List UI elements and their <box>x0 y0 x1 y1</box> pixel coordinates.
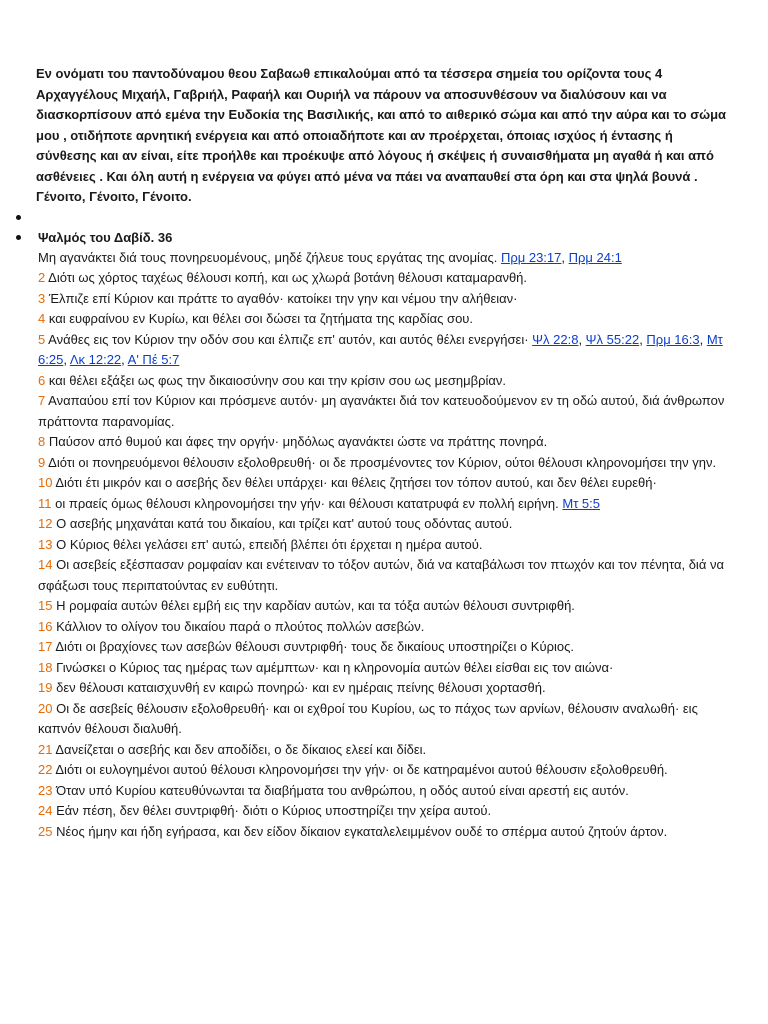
verse-12 <box>38 514 736 535</box>
verse-24 <box>38 801 736 822</box>
verse-text: Διότι οι πονηρευόμενοι θέλουσιν εξολοθρευθή· οι δε προσμένοντες τον Κύριον, ούτοι θέλουσι κληρονομήσει την γην. <box>48 454 717 470</box>
verse-11 <box>38 494 736 515</box>
verse-text: Ανάθες εις τον Κύριον την οδόν σου και έλπιζε επ' αυτόν, και αυτός θέλει ενεργήσει· <box>48 331 533 347</box>
verse-number: 24 <box>38 803 53 818</box>
scripture-link[interactable]: Πρμ 16:3 <box>646 331 700 347</box>
verse-text: Αναπαύου επί τον Κύριον και πρόσμενε αυτόν· μη αγανάκτει διά τον κατευοδούμενον εν τη οδώ αυτού, διά άνθρωπον πράττοντα παρανομίας. <box>38 393 725 429</box>
verse-text: Γινώσκει ο Κύριος τας ημέρας των αμέμπτων· και η κληρονομία αυτών θέλει είσθαι εις τον αιώνα· <box>56 659 614 675</box>
verse-text: και ευφραίνου εν Κυρίω, και θέλει σοι δώσει τα ζητήματα της καρδίας σου. <box>48 311 474 326</box>
prayer-block <box>36 64 736 208</box>
empty-bullet <box>36 208 736 228</box>
verse-text: Κάλλιον το ολίγον του δικαίου παρά ο πλούτος πολλών ασεβών. <box>56 618 425 634</box>
verse-23 <box>38 781 736 802</box>
scripture-link[interactable]: Πρμ 24:1 <box>568 249 622 265</box>
verse-text: Οι ασεβείς εξέσπασαν ρομφαίαν και ενέτειναν το τόξον αυτών, διά να καταβάλωσι τον πτωχόν και τον πένητα, διά να σφάξωσι τους περιπατούντας εν ευθύτητι. <box>38 557 724 593</box>
verse-4 <box>38 309 736 330</box>
verse-19 <box>38 678 736 699</box>
verse-1: Μη αγανάκτει διά τους πονηρευομένους, μηδέ ζήλευε τους εργάτας της ανομίας. Πρμ 23:17, Πρμ 24:1 <box>38 249 622 265</box>
verse-number: 13 <box>38 536 53 552</box>
verse-text: Μη αγανάκτει διά τους πονηρευομένους, μηδέ ζήλευε τους εργάτας της ανομίας. <box>38 249 501 265</box>
verse-number: 5 <box>38 331 46 347</box>
scripture-link[interactable]: Ψλ 55:22 <box>585 331 640 347</box>
verse-number: 22 <box>38 762 53 777</box>
verse-number: 15 <box>38 598 53 613</box>
scripture-link[interactable]: Λκ 12:22 <box>69 352 122 367</box>
prayer-text: Εν ονόματι του παντοδύναμου θεου Σαβαωθ επικαλούμαι από τα τέσσερα σημεία του ορίζοντα τους 4 Αρχαγγέλους Μιχαήλ, Γαβριήλ, Ραφαήλ και Ουριήλ να πάρουν να αποσυνθέσουν να διαλύσουν και να διασκορπίσουν από εμένα την Ευδοκία της Βασιλικής, και από το αιθερικό σώμα και από την αύρα και το σώμα μου , οτιδήποτε αρνητική ενέργεια και από οποιαδήποτε και αν προέρχεται, όποιας ισχύος ή έντασης ή σύνθεσης και αν είναι, είτε προήλθε και προέκυψε από λόγους ή σκέψεις ή συναισθήματα μη αγαθά ή και από ασθένειες . Και όλη αυτή η ενέργεια να φύγει από μένα να πάει να αναπαυθεί στα όρη και στα ψηλά βουνά . <box>36 66 727 184</box>
verse-number: 21 <box>38 741 53 757</box>
verse-text: και θέλει εξάξει ως φως την δικαιοσύνην σου και την κρίσιν σου ως μεσημβρίαν. <box>48 372 507 388</box>
verse-text: Παύσον από θυμού και άφες την οργήν· μηδόλως αγανάκτει ώστε να πράττης πονηρά. <box>48 434 548 449</box>
verse-14 <box>38 555 736 596</box>
verse-text: Διότι έτι μικρόν και ο ασεβής δεν θέλει υπάρχει· και θέλεις ζητήσει τον τόπον αυτού, και δεν θέλει ευρεθή· <box>55 475 657 490</box>
verse-number: 10 <box>38 475 53 490</box>
verse-text: Διότι οι βραχίονες των ασεβών θέλουσι συντριφθή· τους δε δικαίους υποστηρίζει ο Κύριος. <box>55 639 574 654</box>
verse-text: Νέος ήμην και ήδη εγήρασα, και δεν είδον δίκαιον εγκαταλελειμμένον ουδέ το σπέρμα αυτού ζητούν άρτον. <box>56 823 668 839</box>
document-page <box>36 64 736 842</box>
verse-16 <box>38 617 736 638</box>
verse-22 <box>38 760 736 781</box>
verse-text: οι πραείς όμως θέλουσι κληρονομήσει την γήν· και θέλουσι κατατρυφά εν πολλή ειρήνη. <box>55 495 563 511</box>
verse-number: 25 <box>38 823 53 839</box>
bullet-icon <box>16 235 21 240</box>
verse-text: Εάν πέση, δεν θέλει συντριφθή· διότι ο Κύριος υποστηρίζει την χείρα αυτού. <box>56 803 492 818</box>
scripture-link[interactable]: Μτ 6:25 <box>38 331 723 367</box>
psalm-title: Ψαλμός του Δαβίδ. 36 <box>38 229 173 245</box>
verse-number: 4 <box>38 311 46 326</box>
verse-number: 7 <box>38 393 46 408</box>
verse-number: 8 <box>38 434 46 449</box>
psalm-title-row <box>36 228 736 248</box>
psalm-verses <box>38 248 736 843</box>
verse-15 <box>38 596 736 617</box>
verse-2 <box>38 268 736 289</box>
verse-number: 3 <box>38 290 46 306</box>
verse-text: Έλπιζε επί Κύριον και πράττε το αγαθόν· κατοίκει την γην και νέμου την αλήθειαν· <box>48 290 518 306</box>
verse-18 <box>38 658 736 679</box>
verse-21 <box>38 740 736 761</box>
verse-text: δεν θέλουσι καταισχυνθή εν καιρώ πονηρώ· και εν ημέραις πείνης θέλουσι χορτασθή. <box>56 680 546 695</box>
verse-text: Η ρομφαία αυτών θέλει εμβή εις την καρδίαν αυτών, και τα τόξα αυτών θέλουσι συντριφθή. <box>56 598 575 613</box>
verse-number: 17 <box>38 639 53 654</box>
verse-text: Οι δε ασεβείς θέλουσιν εξολοθρευθή· και οι εχθροί του Κυρίου, ως το πάχος των αρνίων, θέλουσιν αναλωθή· εις καπνόν θέλουσι διαλυθή. <box>38 700 698 736</box>
verse-number: 16 <box>38 618 53 634</box>
scripture-link[interactable]: Πρμ 23:17 <box>500 249 562 265</box>
scripture-link[interactable]: Α' Πέ 5:7 <box>127 352 180 367</box>
verse-3 <box>38 289 736 310</box>
verse-25 <box>38 822 736 843</box>
verse-8 <box>38 432 736 453</box>
verse-number: 19 <box>38 680 53 695</box>
verse-number: 14 <box>38 557 53 572</box>
verse-7 <box>38 391 736 432</box>
verse-text: Ο ασεβής μηχανάται κατά του δικαίου, και τρίζει κατ' αυτού τους οδόντας αυτού. <box>56 516 513 531</box>
verse-13 <box>38 535 736 556</box>
verse-5: 5 Ανάθες εις τον Κύριον την οδόν σου και έλπιζε επ' αυτόν, και αυτός θέλει ενεργήσει· Ψλ 22:8, Ψλ 55:22, Πρμ 16:3, Μτ 6:25, Λκ 12:22, Α' Πέ 5:7 <box>38 331 723 367</box>
verse-number: 12 <box>38 516 53 531</box>
verse-20 <box>38 699 736 740</box>
verse-number: 2 <box>38 270 46 285</box>
scripture-link[interactable]: Μτ 5:5 <box>562 495 601 511</box>
verse-number: 9 <box>38 454 46 470</box>
verse-text: Διότι οι ευλογημένοι αυτού θέλουσι κληρονομήσει την γήν· οι δε κατηραμένοι αυτού θέλουσιν εξολοθρευθή. <box>55 762 668 777</box>
verse-9 <box>38 453 736 474</box>
scripture-link[interactable]: Ψλ 22:8 <box>532 331 579 347</box>
bullet-icon <box>16 215 21 220</box>
verse-number: 18 <box>38 659 53 675</box>
verse-text: Όταν υπό Κυρίου κατευθύνωνται τα διαβήματα του ανθρώπου, η οδός αυτού είναι αρεστή εις αυτόν. <box>56 782 629 798</box>
verse-text: Δανείζεται ο ασεβής και δεν αποδίδει, ο δε δίκαιος ελεεί και δίδει. <box>55 741 427 757</box>
verse-10 <box>38 473 736 494</box>
prayer-closing: Γένοιτο, Γένοιτο, Γένοιτο. <box>36 189 192 204</box>
verse-number: 20 <box>38 700 53 716</box>
verse-number: 23 <box>38 782 53 798</box>
verse-text: Διότι ως χόρτος ταχέως θέλουσι κοπή, και ως χλωρά βοτάνη θέλουσι καταμαρανθή. <box>48 270 528 285</box>
verse-17 <box>38 637 736 658</box>
verse-6 <box>38 371 736 392</box>
verse-text: Ο Κύριος θέλει γελάσει επ' αυτώ, επειδή βλέπει ότι έρχεται η ημέρα αυτού. <box>56 536 483 552</box>
verse-number: 11 <box>38 495 52 511</box>
verse-number: 6 <box>38 372 46 388</box>
